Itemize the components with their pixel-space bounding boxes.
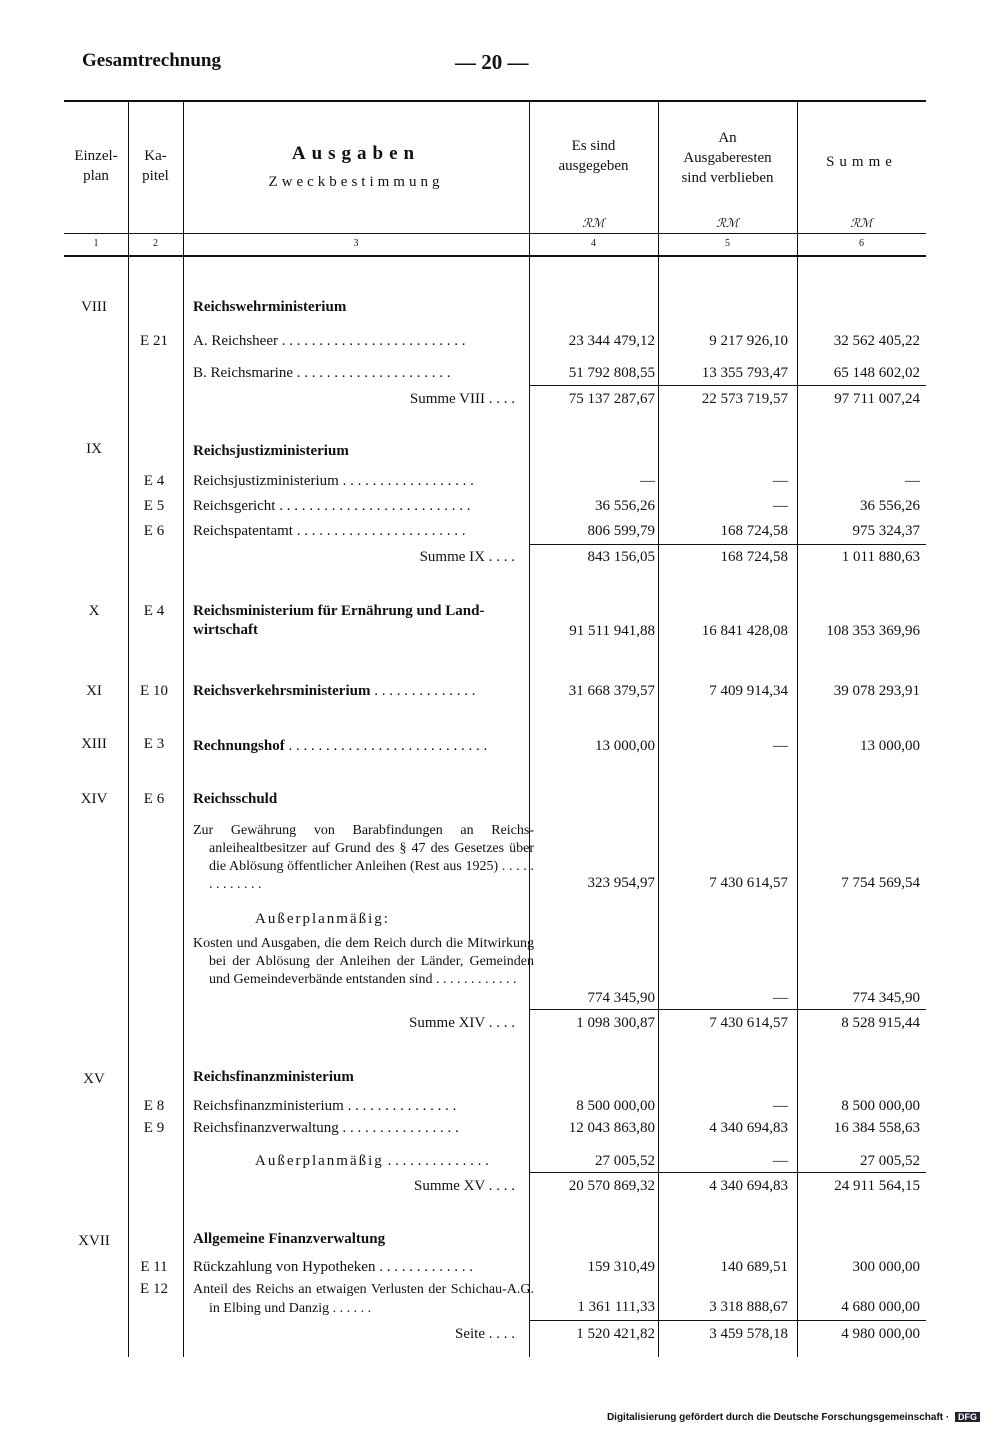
value-ausgabereste: 168 724,58 [720, 523, 788, 539]
col-number: 4 [591, 238, 596, 249]
value-summe: 7 754 569,54 [841, 875, 920, 891]
value-summe: 36 556,26 [860, 498, 920, 514]
value-summe: 24 911 564,15 [834, 1178, 920, 1194]
plan-number: IX [86, 441, 102, 457]
dfg-logo: DFG [955, 1412, 980, 1422]
value-summe: 32 562 405,22 [833, 333, 920, 349]
value-ausgabereste: — [773, 1153, 788, 1169]
row-label: Reichsfinanzverwaltung . . . . . . . . . . . . . . . . [193, 1120, 459, 1136]
value-summe: 108 353 369,96 [826, 623, 920, 639]
section-title: Reichswehrministerium [193, 299, 347, 315]
page-title: Gesamtrechnung [82, 50, 221, 71]
value-summe: 4 680 000,00 [841, 1299, 920, 1315]
value-summe: 27 005,52 [860, 1153, 920, 1169]
kapitel: E 9 [143, 1120, 165, 1136]
col-number: 5 [725, 238, 730, 249]
value-summe: — [905, 473, 920, 489]
value-ausgabereste: — [773, 1098, 788, 1114]
row-label: Anteil des Reichs an etwaigen Verlusten der Schichau-A.G. in Elbing und Danzig . . . . . . [193, 1282, 534, 1316]
col-divider-4 [658, 102, 659, 1357]
value-summe: 97 711 007,24 [834, 391, 920, 407]
value-summe: 39 078 293,91 [833, 683, 920, 699]
value-ausgabereste: 7 430 614,57 [709, 875, 788, 891]
kapitel: E 10 [140, 683, 168, 699]
value-ausgegeben: 91 511 941,88 [569, 623, 655, 639]
kapitel: E 11 [140, 1259, 168, 1275]
value-ausgegeben: — [640, 473, 655, 489]
plan-number: XIV [80, 791, 108, 807]
plan-number: XVII [78, 1233, 110, 1249]
row-label: Reichsfinanzministerium . . . . . . . . . . . . . . . [193, 1098, 457, 1114]
section-title: Reichsschuld [193, 791, 278, 807]
col-header-zweck: Zweckbestimmung [268, 174, 444, 190]
kapitel: E 5 [143, 498, 165, 514]
value-summe: 8 500 000,00 [841, 1098, 920, 1114]
col-header-ausgegeben: Es sind ausgegeben [558, 138, 629, 174]
sum-rule [529, 1320, 926, 1321]
section-title: Reichsfinanzministerium [193, 1069, 354, 1085]
sum-rule [529, 1172, 926, 1173]
value-summe: 4 980 000,00 [841, 1326, 920, 1342]
plan-number: XIII [81, 736, 107, 752]
sum-rule [529, 385, 926, 386]
value-ausgabereste: 16 841 428,08 [701, 623, 788, 639]
kapitel: E 4 [143, 603, 165, 619]
kapitel: E 12 [140, 1281, 168, 1297]
sum-label: Summe XIV . . . . [409, 1015, 515, 1031]
value-ausgegeben: 843 156,05 [587, 549, 655, 565]
value-ausgegeben: 31 668 379,57 [568, 683, 655, 699]
col-header-ausgabereste: An Ausgaberesten sind verblieben [681, 130, 774, 186]
value-ausgegeben: 13 000,00 [595, 738, 655, 754]
sum-label: Summe VIII . . . . [409, 391, 515, 407]
value-ausgabereste: — [773, 498, 788, 514]
value-summe: 975 324,37 [852, 523, 920, 539]
value-ausgegeben: 27 005,52 [595, 1153, 655, 1169]
section-title: Reichsministerium für Ernährung und Land- wirtschaft [193, 603, 485, 638]
value-ausgabereste: 7 430 614,57 [709, 1015, 788, 1031]
value-summe: 16 384 558,63 [833, 1120, 920, 1136]
sum-rule [529, 1009, 926, 1010]
page-number: — 20 — [455, 50, 529, 74]
value-ausgabereste: 168 724,58 [720, 549, 788, 565]
row-label: Außerplanmäßig . . . . . . . . . . . . . . [255, 1153, 489, 1169]
value-ausgegeben: 75 137 287,67 [568, 391, 655, 407]
value-ausgabereste: 3 459 578,18 [709, 1326, 788, 1342]
kapitel: E 8 [143, 1098, 165, 1114]
row-label: A. Reichsheer . . . . . . . . . . . . . . . . . . . . . . . . . [193, 333, 466, 349]
col-number: 2 [153, 238, 158, 249]
kapitel: E 3 [143, 736, 165, 752]
value-ausgegeben: 8 500 000,00 [576, 1098, 655, 1114]
unit-label-4: ℛℳ [582, 216, 605, 230]
kapitel: E 21 [140, 333, 168, 349]
value-ausgegeben: 774 345,90 [587, 990, 655, 1006]
value-ausgabereste: 3 318 888,67 [709, 1299, 788, 1315]
value-ausgegeben: 1 361 111,33 [577, 1299, 655, 1315]
value-ausgabereste: — [773, 738, 788, 754]
col-number: 6 [859, 238, 864, 249]
sum-label: Seite . . . . [455, 1326, 515, 1342]
plan-number: X [88, 603, 100, 619]
col-number: 1 [93, 238, 99, 249]
value-ausgegeben: 323 954,97 [587, 875, 655, 891]
col-header-kapitel: Ka- pitel [142, 148, 169, 184]
unit-label-6: ℛℳ [850, 216, 873, 230]
row-label: Reichsverkehrsministerium . . . . . . . . . . . . . . [193, 683, 476, 699]
section-title: Reichsjustizministerium [193, 443, 349, 459]
row-label: Zur Gewährung von Barabfindungen an Reichs-anleihealtbesitzer auf Grund des § 47 des Gesetzes über die Ablösung öffentlicher Anleihen (Rest aus 1925) . . . . . . . . . . . . . [193, 823, 534, 892]
value-summe: 8 528 915,44 [841, 1015, 920, 1031]
value-ausgabereste: 140 689,51 [720, 1259, 788, 1275]
ausserplanmaessig-label: Außerplanmäßig: [255, 911, 390, 927]
sum-rule [529, 544, 926, 545]
row-label: Reichsgericht . . . . . . . . . . . . . . . . . . . . . . . . . . [193, 498, 471, 514]
value-ausgegeben: 1 098 300,87 [576, 1015, 655, 1031]
row-label: B. Reichsmarine . . . . . . . . . . . . . . . . . . . . . [193, 365, 451, 381]
value-ausgegeben: 12 043 863,80 [568, 1120, 655, 1136]
value-summe: 300 000,00 [852, 1259, 920, 1275]
row-label: Reichspatentamt . . . . . . . . . . . . . . . . . . . . . . . [193, 523, 466, 539]
col-divider-1 [128, 102, 129, 1357]
col-header-ausgaben: Ausgaben [291, 143, 421, 164]
value-ausgegeben: 36 556,26 [595, 498, 655, 514]
row-label: Rückzahlung von Hypotheken . . . . . . . . . . . . . [193, 1259, 473, 1275]
value-ausgegeben: 159 310,49 [587, 1259, 655, 1275]
value-ausgabereste: 7 409 914,34 [709, 683, 788, 699]
col-number: 3 [353, 238, 359, 249]
value-summe: 65 148 602,02 [833, 365, 920, 381]
col-header-plan: Einzel- plan [74, 148, 118, 184]
value-summe: 13 000,00 [860, 738, 920, 754]
value-ausgabereste: — [773, 473, 788, 489]
row-label: Reichsjustizministerium . . . . . . . . . . . . . . . . . . [193, 473, 474, 489]
kapitel: E 6 [143, 791, 165, 807]
row-label: Kosten und Ausgaben, die dem Reich durch die Mitwirkung bei der Ablösung der Anleihen der Länder, Gemeinden und Gemeindeverbände entstanden sind . . . . . . . . . . . . [193, 936, 534, 987]
value-summe: 1 011 880,63 [841, 549, 920, 565]
value-ausgegeben: 1 520 421,82 [576, 1326, 655, 1342]
value-ausgabereste: — [773, 990, 788, 1006]
sum-label: Summe IX . . . . [419, 549, 515, 565]
section-title: Allgemeine Finanzverwaltung [193, 1231, 386, 1247]
col-header-summe: Summe [826, 154, 897, 170]
value-ausgegeben: 23 344 479,12 [568, 333, 655, 349]
value-ausgegeben: 806 599,79 [587, 523, 655, 539]
value-ausgabereste: 13 355 793,47 [701, 365, 788, 381]
plan-number: VIII [81, 299, 107, 315]
kapitel: E 4 [143, 473, 165, 489]
sum-label: Summe XV . . . . [414, 1178, 515, 1194]
value-ausgabereste: 22 573 719,57 [701, 391, 788, 407]
col-divider-2 [183, 102, 184, 1357]
value-ausgabereste: 4 340 694,83 [709, 1120, 788, 1136]
value-summe: 774 345,90 [852, 990, 920, 1006]
value-ausgabereste: 4 340 694,83 [709, 1178, 788, 1194]
row-label: Rechnungshof . . . . . . . . . . . . . . . . . . . . . . . . . . . [193, 738, 488, 754]
plan-number: XV [83, 1071, 105, 1087]
kapitel: E 6 [143, 523, 165, 539]
unit-label-5: ℛℳ [716, 216, 739, 230]
value-ausgegeben: 20 570 869,32 [568, 1178, 655, 1194]
digitization-credit: Digitalisierung gefördert durch die Deutsche Forschungsgemeinschaft · DFG [607, 1412, 980, 1423]
plan-number: XI [86, 683, 102, 699]
value-ausgabereste: 9 217 926,10 [709, 333, 788, 349]
value-ausgegeben: 51 792 808,55 [568, 365, 655, 381]
